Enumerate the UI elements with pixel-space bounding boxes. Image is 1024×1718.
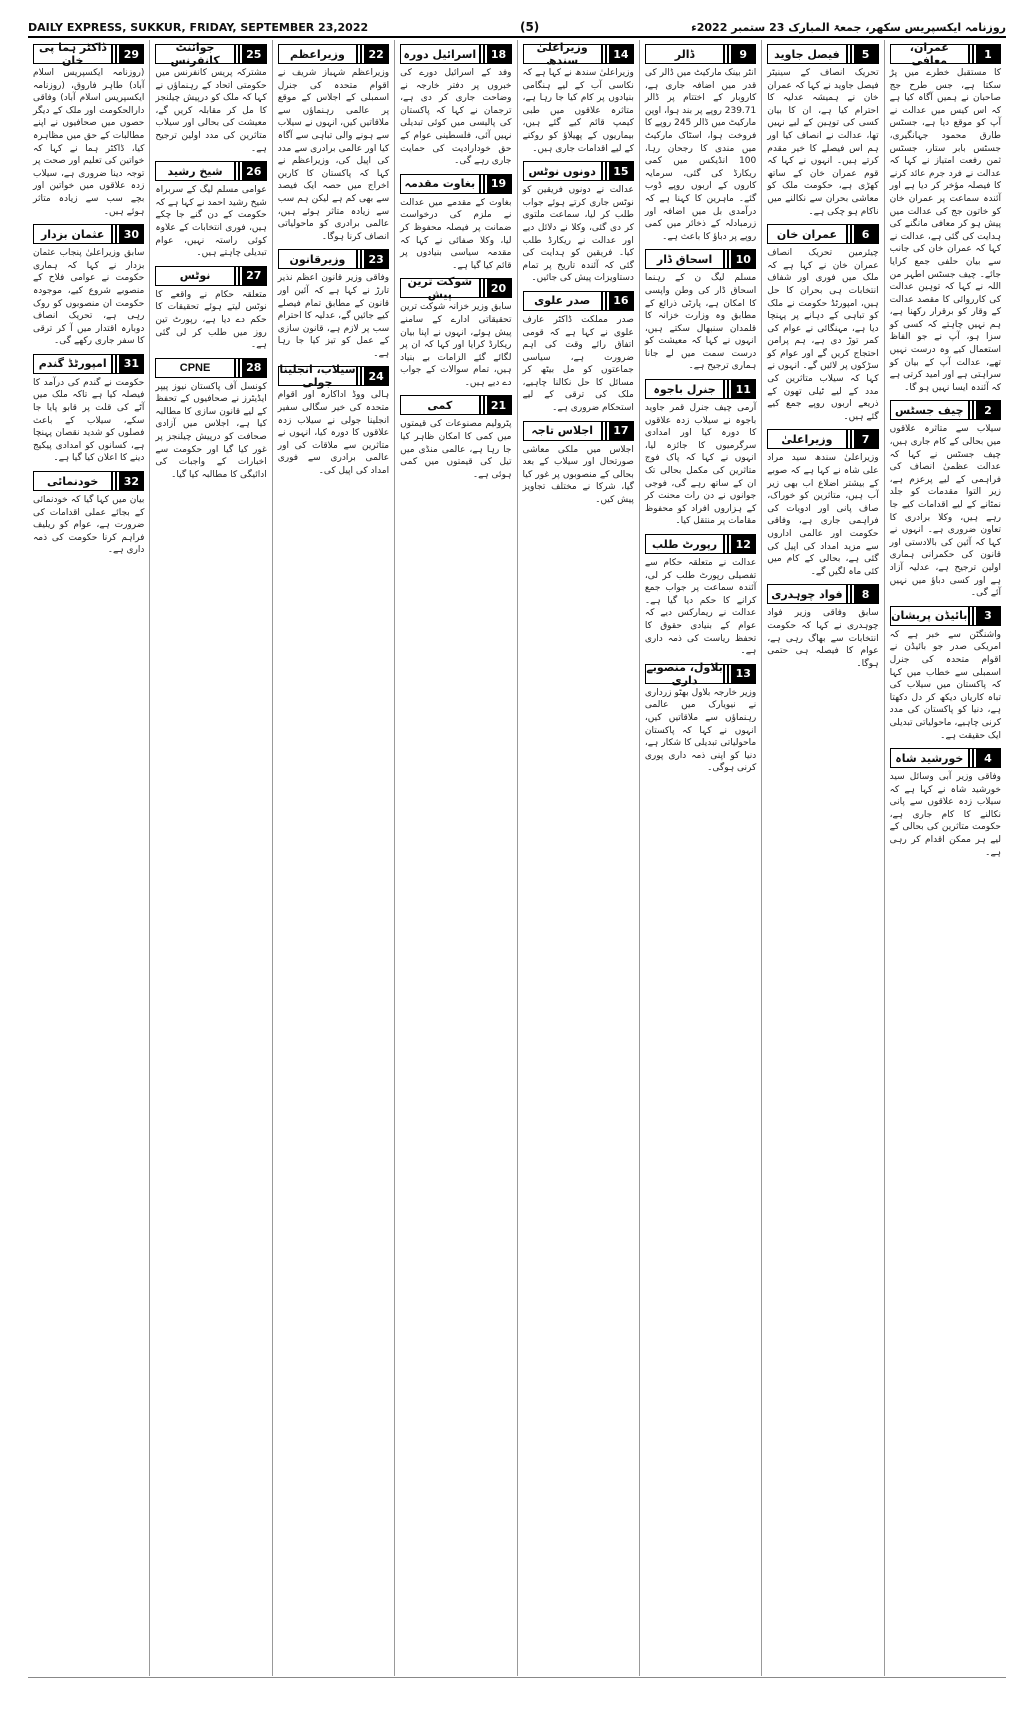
news-headline-bar [767,584,878,604]
news-item [33,354,144,465]
item-number-badge: 8 [854,585,878,603]
chevron-stripes-icon [356,45,364,63]
chevron-stripes-icon [111,472,119,490]
news-body-text: کا مستقبل خطرے میں پڑ سکتا ہے، جس طرح جج صاحبان نے ہمیں آگاہ کیا ہے کہ اس کیس میں عدالت نے آپ کو موقع دیا ہے، جسٹس طارق محمود جہانگیری، جسٹس بابر ستار، جسٹس ثمن رفعت امتیاز نے کہا کہ عدالت نے فرد جرم عائد کرنے کا فیصلہ مؤخر کر دیا ہے اور آئندہ سماعت پر عمران خان کو خاتون جج کی عدالت میں پیش ہو کر معافی مانگنے کی ہدایت کی گئی ہے، عدالت نے کہا کہ عمران خان کی جانب سے بیان حلفی جمع کرایا جائے۔ چیف جسٹس اطہر من اللہ نے کہا کہ توہین عدالت کی کارروائی کا مقصد عدالت کے وقار کو برقرار رکھنا ہے، ہم نہیں چاہتے کہ کسی کو سزا ہو، آپ نے جو الفاظ استعمال کیے وہ درست نہیں تھے، عدالت آپ کے بیان کو سراہتی ہے اور امید کرتی ہے کہ آئندہ ایسا نہیں ہو گا۔ [889,68,1001,393]
news-headline-bar [155,161,266,181]
news-headline-bar [400,395,511,415]
item-number-badge: 14 [609,45,633,63]
chevron-stripes-icon [968,607,976,625]
news-column [884,40,1006,1676]
news-body-text: وفد کے اسرائیل دورے کی خبروں پر دفتر خارجہ نے وضاحت جاری کر دی ہے، ترجمان نے کہا کہ پاکستان کی پالیسی میں کوئی تبدیلی نہیں آئی، فلسطینی عوام کے حق خودارادیت کی حمایت جاری رہے گی۔ [400,68,512,167]
item-number-badge: 6 [854,225,878,243]
chevron-stripes-icon [968,401,976,419]
news-item [890,606,1001,742]
news-body-text: سابق وزیر خزانہ شوکت ترین تحقیقاتی ادارے کے سامنے پیش ہوئے، انہوں نے اپنا بیان ریکارڈ کرایا اور کہا کہ ان پر لگائے گئے الزامات بے بنیاد ہیں، تمام سوالات کے جواب دے دیے ہیں۔ [400,302,512,388]
news-body-text: سیلاب سے متاثرہ علاقوں میں بحالی کے کام جاری ہیں، چیف جسٹس نے کہا کہ عدالت عظمیٰ انصاف کی فراہمی کے لیے پرعزم ہے، زیر التوا مقدمات کو جلد نمٹانے کے لیے اقدامات کیے جا رہے ہیں، وکلا برادری کا تعاون ضروری ہے۔ انہوں نے کہا کہ آئین کی بالادستی اور قانون کی حکمرانی ہماری اولین ترجیح ہے، عدلیہ آزاد ہے اور کسی دباؤ میں نہیں آئے گی۔ [889,424,1001,599]
chevron-stripes-icon [111,45,119,63]
news-body-text: صدر مملکت ڈاکٹر عارف علوی نے کہا ہے کہ قومی اتفاق رائے وقت کی اہم ضرورت ہے، سیاسی جماعتوں کو مل بیٹھ کر مسائل کا حل نکالنا چاہیے، ملک کی ترقی کے لیے استحکام ضروری ہے۔ [522,314,634,414]
news-headline-bar [33,471,144,491]
item-number-badge: 13 [731,665,755,683]
news-headline-bar [523,41,634,67]
item-number-badge: 22 [364,45,388,63]
news-item [767,429,878,578]
item-number-badge: 10 [731,250,755,268]
chevron-stripes-icon [723,45,731,63]
chevron-stripes-icon [234,267,242,285]
chevron-stripes-icon [723,665,731,683]
item-number-badge: 4 [976,749,1000,767]
news-item [155,266,266,352]
item-number-badge: 7 [854,430,878,448]
news-item [277,363,390,477]
news-headline: CPNE [179,361,211,374]
news-headline-bar [278,249,389,269]
news-headline-bar [890,606,1001,626]
news-item [890,748,1001,859]
item-number-badge: 5 [854,45,878,63]
news-item [644,660,757,775]
news-item [645,44,756,243]
news-body-text: کونسل آف پاکستان نیوز پیپر ایڈیٹرز نے صحافیوں کے تحفظ کے لیے قانون سازی کا مطالبہ کیا ہے، اجلاس میں آزادی صحافت کو درپیش چیلنجز پر غور کیا گیا اور حکومت سے اخبارات کے واجبات کی ادائیگی کا مطالبہ کیا گیا۔ [155,381,267,480]
news-headline-bar [155,358,266,378]
news-body-text: وفاقی وزیر قانون اعظم نذیر تارڑ نے کہا ہے کہ آئین اور قانون کے مطابق تمام فیصلے کیے جائیں گے، عدلیہ کا احترام سب پر لازم ہے، قانون سازی کے عمل کو تیز کیا جا رہا ہے۔ [277,273,390,359]
item-number-badge: 20 [487,279,511,297]
chevron-stripes-icon [356,250,364,268]
news-item [645,379,756,528]
news-column [517,40,639,1676]
news-headline-bar [645,249,756,269]
chevron-stripes-icon [111,355,119,373]
news-body-text: آرمی چیف جنرل قمر جاوید باجوہ نے سیلاب زدہ علاقوں کا دورہ کیا اور امدادی سرگرمیوں کا جائزہ لیا، انہوں نے کہا کہ پاک فوج متاثرین کی مکمل بحالی تک ان کے ساتھ رہے گی، فوجی جوانوں نے دن رات محنت کر کے ہزاروں افراد کو محفوظ مقامات پر منتقل کیا۔ [644,403,757,527]
news-headline-bar [767,429,878,449]
news-body-text: متعلقہ حکام نے واقعے کا نوٹس لیتے ہوئے تحقیقات کا حکم دے دیا ہے، رپورٹ تین روز میں طلب کر لی گئی ہے۔ [155,289,267,351]
news-headline: شوکت ترین پیش [407,275,473,302]
news-headline: سیلاب، انجلینا جولی [279,363,356,390]
news-headline-bar [278,363,389,390]
news-item [645,534,756,658]
chevron-stripes-icon [234,45,242,63]
news-headline-bar [400,275,511,302]
item-number-badge: 18 [487,45,511,63]
newspaper-columns [28,40,1006,1676]
news-headline: وزیراعظم [290,47,345,61]
item-number-badge: 21 [487,396,511,414]
news-body-text: بیان میں کہا گیا کہ خودنمائی کے بجائے عملی اقدامات کی ضرورت ہے، عوام کو ریلیف فراہم کرنا حکومت کی ذمہ داری ہے۔ [33,495,145,556]
news-item [522,41,634,155]
news-headline: اسحاق ڈار [656,252,713,266]
news-item [278,249,389,360]
news-headline: عمران، معافی [909,41,949,67]
news-item [400,174,511,273]
item-number-badge: 32 [119,472,143,490]
news-headline: جنرل باجوہ [653,382,716,396]
item-number-badge: 29 [119,45,143,63]
news-headline: عثمان بزدار [40,227,105,241]
news-body-text: عدالت نے متعلقہ حکام سے تفصیلی رپورٹ طلب کر لی، آئندہ سماعت پر جواب جمع کرانے کا حکم دیا گیا ہے۔ عدالت نے ریمارکس دیے کہ عوام کے بنیادی حقوق کا تحفظ ریاست کی ذمہ داری ہے۔ [644,558,757,657]
news-item [400,275,512,389]
news-headline-bar [523,161,634,181]
news-body-text: عدالت نے دونوں فریقین کو نوٹس جاری کرتے ہوئے جواب طلب کر لیا، سماعت ملتوی کر دی گئی، وکلا نے دلائل دیے اور عدالت نے ریکارڈ طلب کیا۔ فریقین کو ہدایت کی گئی کہ آئندہ تاریخ پر تمام دستاویزات پیش کی جائیں۔ [522,185,634,284]
news-body-text: اجلاس میں ملکی معاشی صورتحال اور سیلاب کے بعد بحالی کے منصوبوں پر غور کیا گیا، شرکا نے مختلف تجاویز پیش کیں۔ [522,444,634,506]
news-item [400,395,511,481]
chevron-stripes-icon [846,585,854,603]
chevron-stripes-icon [479,175,487,193]
news-item [767,584,878,670]
news-column [28,40,149,1676]
news-body-text: حکومت نے گندم کی درآمد کا فیصلہ کیا ہے تاکہ ملک میں آٹے کی قلت پر قابو پایا جا سکے، سیلاب کے باعث فصلوں کو شدید نقصان پہنچا ہے، کسانوں کو امدادی پیکیج دینے کا اعلان کیا گیا ہے۔ [33,377,145,464]
news-headline-bar [890,400,1001,420]
news-headline: اجلاس تاجہ [531,424,594,438]
news-item [155,161,266,260]
news-column [394,40,516,1676]
item-number-badge: 9 [731,45,755,63]
news-headline: وزیراعلیٰ سندھ [536,41,588,67]
chevron-stripes-icon [968,749,976,767]
item-number-badge: 17 [609,422,633,440]
chevron-stripes-icon [479,45,487,63]
news-item [889,41,1001,394]
news-headline-bar [645,660,756,687]
news-item [890,400,1001,599]
chevron-stripes-icon [601,45,609,63]
news-headline: وزیرقانون [289,252,346,266]
news-item [155,41,267,155]
news-column [272,40,394,1676]
chevron-stripes-icon [234,162,242,180]
chevron-stripes-icon [479,396,487,414]
item-number-badge: 24 [364,367,388,385]
item-number-badge: 28 [242,359,266,377]
news-headline: ڈاکٹر ہما پی خان [39,41,107,67]
news-headline: صدر علوی [534,294,591,308]
chevron-stripes-icon [479,279,487,297]
chevron-stripes-icon [968,45,976,63]
news-headline-bar [33,224,144,244]
item-number-badge: 25 [242,45,266,63]
chevron-stripes-icon [601,292,609,310]
news-headline: خودنمائی [47,474,99,488]
news-item [278,44,389,243]
item-number-badge: 16 [609,292,633,310]
news-body-text: (روزنامہ ایکسپریس اسلام آباد) طاہر فاروق، (روزنامہ ایکسپریس اسلام آباد) وفاقی دارالحکومت اور ملک کے دیگر حصوں میں صحافیوں نے اپنے مطالبات کے حق میں مظاہرہ کیا، ڈاکٹر ہما نے کہا کہ خواتین کی تعلیم اور صحت پر توجہ دینا ضروری ہے، سیلاب زدہ علاقوں میں خواتین اور بچے سب سے زیادہ متاثر ہوئے ہیں۔ [33,68,145,217]
chevron-stripes-icon [723,250,731,268]
news-body-text: تحریک انصاف کے سینیٹر فیصل جاوید نے کہا کہ عمران خان نے ہمیشہ عدلیہ کا احترام کیا ہے، ان کا بیان کسی کی توہین کے لیے نہیں تھا، عدالت نے انصاف کیا اور ہم اس فیصلے کا خیر مقدم کرتے ہیں۔ انہوں نے کہا کہ قوم عمران خان کے ساتھ کھڑی ہے، حکومت ملک کو معاشی بحران سے نکالنے میں ناکام ہو چکی ہے۔ [767,68,879,217]
news-headline-bar [645,379,756,399]
news-headline-bar [400,44,511,64]
news-headline: عمران خان [776,227,838,241]
news-body-text: وفاقی وزیر آبی وسائل سید خورشید شاہ نے کہا ہے کہ سیلاب زدہ علاقوں سے پانی نکالنے کا کام جاری ہے، حکومت متاثرین کی بحالی کے لیے ہر ممکن اقدام کر رہی ہے۔ [889,772,1001,858]
item-number-badge: 12 [731,535,755,553]
news-item [33,41,145,218]
news-item [523,421,634,507]
news-body-text: مشترکہ پریس کانفرنس میں حکومتی اتحاد کے رہنماؤں نے کہا کہ ملک کو درپیش چیلنجز کا مل کر مقابلہ کریں گے، معیشت کی بحالی اور سیلاب متاثرین کی مدد اولین ترجیح ہے۔ [155,68,267,154]
news-body-text: واشنگٹن سے خبر ہے کہ امریکی صدر جو بائیڈن نے اقوام متحدہ کی جنرل اسمبلی سے خطاب میں کہا کہ پاکستان میں سیلاب کی تباہ کاریاں دیکھ کر دل دکھتا ہے، دنیا کو پاکستان کی مدد کرنی چاہیے، ماحولیاتی تبدیلی ایک حقیقت ہے۔ [889,629,1001,741]
news-headline: وزیراعلیٰ [781,432,833,446]
news-headline: رپورٹ طلب [652,537,718,551]
page-number: (5) [519,20,540,34]
news-headline: کمی [427,398,453,412]
news-headline-bar [155,41,266,67]
news-headline-bar [400,174,511,194]
item-number-badge: 26 [242,162,266,180]
news-item [155,358,266,482]
news-headline-bar [523,421,634,441]
news-headline: بغاوت مقدمہ [404,177,476,191]
news-item [523,161,634,285]
item-number-badge: 2 [976,401,1000,419]
news-item [523,291,634,415]
masthead-english: DAILY EXPRESS, SUKKUR, FRIDAY, SEPTEMBER 23,2022 [28,20,369,34]
news-item [767,224,878,423]
masthead [28,18,1006,38]
news-headline-bar [645,44,756,64]
news-column [639,40,761,1676]
news-body-text: سابق وزیراعلیٰ پنجاب عثمان بزدار نے کہا کہ ہماری حکومت نے عوامی فلاح کے منصوبے شروع کیے، موجودہ حکومت ان منصوبوں کو روک رہی ہے، تحریک انصاف دوبارہ اقتدار میں آ کر ترقی کا سفر جاری رکھے گی۔ [33,248,145,347]
chevron-stripes-icon [723,380,731,398]
news-item [33,471,144,557]
bottom-rule [28,1677,1006,1678]
item-number-badge: 15 [609,162,633,180]
news-headline-bar [890,41,1001,67]
news-body-text: وزیراعلیٰ سندھ نے کہا ہے کہ نکاسی آب کے لیے ہنگامی بنیادوں پر کام کیا جا رہا ہے، متاثرہ علاقوں میں طبی کیمپ قائم کیے گئے ہیں، بیماریوں کے پھیلاؤ کو روکنے کے لیے اقدامات جاری ہیں۔ [522,68,634,154]
news-headline: امپورٹڈ گندم [38,357,107,371]
news-headline: شیخ رشید [167,164,223,178]
news-body-text: مسلم لیگ ن کے رہنما اسحاق ڈار کی وطن واپسی کا امکان ہے، پارٹی ذرائع کے مطابق وہ وزارت خزانہ کا قلمدان سنبھال سکتے ہیں، انہوں نے کہا کہ معیشت کو درست سمت میں لے جانا ہماری ترجیح ہے۔ [644,273,757,372]
news-headline-bar [523,291,634,311]
chevron-stripes-icon [846,225,854,243]
news-headline: فواد چوہدری [771,587,843,601]
chevron-stripes-icon [846,430,854,448]
news-body-text: چیئرمین تحریک انصاف عمران خان نے کہا ہے کہ ملک میں فوری اور شفاف انتخابات ہی بحران کا حل ہیں، امپورٹڈ حکومت نے ملک کو تباہی کے دہانے پر پہنچا دیا ہے، مہنگائی نے عوام کی کمر توڑ دی ہے، ہم پرامن احتجاج کریں گے اور عوام کو سڑکوں پر لائیں گے۔ انہوں نے کہا کہ سیلاب متاثرین کی مدد کے لیے ٹیلی تھون کے ذریعے اربوں روپے جمع کیے گئے ہیں۔ [767,248,879,422]
news-body-text: وزیراعظم شہباز شریف نے اقوام متحدہ کی جنرل اسمبلی کے اجلاس کے موقع پر عالمی رہنماؤں سے ملاقاتیں کیں، انہوں نے سیلاب سے ہونے والی تباہی سے آگاہ کیا اور عالمی برادری سے مدد کی اپیل کی، وزیراعظم نے کہا کہ پاکستان کا کاربن اخراج میں حصہ ایک فیصد سے بھی کم ہے لیکن ہم سب سے زیادہ متاثر ہوئے ہیں، عالمی برادری کو ماحولیاتی انصاف کرنا ہوگا۔ [277,68,390,242]
news-body-text: وزیر خارجہ بلاول بھٹو زرداری نے نیویارک میں عالمی رہنماؤں سے ملاقاتیں کیں، انہوں نے کہا کہ پاکستان ماحولیاتی تبدیلی کا شکار ہے، دنیا کو اپنی ذمہ داری پوری کرنی ہوگی۔ [644,687,757,774]
news-headline-bar [33,41,144,67]
news-column [149,40,271,1676]
chevron-stripes-icon [601,162,609,180]
news-headline: دونوں نوٹس [528,164,596,178]
news-column [761,40,883,1676]
chevron-stripes-icon [234,359,242,377]
news-item [33,224,144,348]
news-headline: فیصل جاوید [774,47,840,61]
news-headline: خورشید شاہ [895,751,964,765]
news-headline: بلاول، منصوبے داری [646,660,723,687]
item-number-badge: 11 [731,380,755,398]
news-body-text: عوامی مسلم لیگ کے سربراہ شیخ رشید احمد نے کہا ہے کہ حکومت کے دن گنے جا چکے ہیں، فوری انتخابات کے علاوہ کوئی راستہ نہیں، عوام تبدیلی چاہتے ہیں۔ [155,185,267,259]
news-headline-bar [33,354,144,374]
news-headline: اسرائیل دورہ [403,47,477,61]
news-item [645,249,756,373]
news-headline: بائیڈن پریشان [891,609,968,623]
item-number-badge: 23 [364,250,388,268]
news-headline-bar [278,44,389,64]
chevron-stripes-icon [111,225,119,243]
news-headline: چیف جسٹس [895,403,964,417]
chevron-stripes-icon [601,422,609,440]
item-number-badge: 19 [487,175,511,193]
item-number-badge: 1 [976,45,1000,63]
news-item [400,44,511,168]
news-headline-bar [767,44,878,64]
news-headline-bar [645,534,756,554]
item-number-badge: 27 [242,267,266,285]
masthead-urdu: روزنامہ ایکسپریس سکھر، جمعۃ المبارک 23 ستمبر 2022ء [691,20,1006,34]
news-item [767,44,878,218]
news-headline-bar [890,748,1001,768]
news-headline: نوٹس [179,269,211,283]
item-number-badge: 3 [976,607,1000,625]
news-headline: جوائنٹ کانفرنس [170,41,220,67]
news-headline-bar [767,224,878,244]
item-number-badge: 31 [119,355,143,373]
chevron-stripes-icon [356,367,364,385]
news-body-text: انٹر بینک مارکیٹ میں ڈالر کی قدر میں اضافہ جاری ہے، کاروبار کے اختتام پر ڈالر 239.71 روپے پر بند ہوا، اوپن مارکیٹ میں ڈالر 245 روپے کا فروخت ہوا، اسٹاک مارکیٹ میں مندی کا رجحان رہا، 100 انڈیکس میں کمی ریکارڈ کی گئی، سرمایہ کاروں کے اربوں روپے ڈوب گئے۔ ماہرین کا کہنا ہے کہ درآمدی بل میں اضافہ اور زرمبادلہ کے ذخائر میں کمی روپے پر دباؤ کا باعث ہے۔ [644,68,757,242]
item-number-badge: 30 [119,225,143,243]
news-headline-bar [155,266,266,286]
news-body-text: وزیراعلیٰ سندھ سید مراد علی شاہ نے کہا ہے کہ صوبے کے بیشتر اضلاع اب بھی زیر آب ہیں، متاثرین کو خوراک، صاف پانی اور ادویات کی فراہمی جاری ہے، وفاقی حکومت اور عالمی اداروں سے مزید امداد کی اپیل کی گئی ہے، بحالی کے کام میں کئی ماہ لگیں گے۔ [767,453,879,577]
chevron-stripes-icon [846,45,854,63]
news-body-text: بغاوت کے مقدمے میں عدالت نے ملزم کی درخواست ضمانت پر فیصلہ محفوظ کر لیا، وکلا صفائی نے کہا کہ مقدمہ سیاسی بنیادوں پر قائم کیا گیا ہے۔ [400,197,512,271]
news-headline: ڈالر [674,47,695,61]
news-body-text: سابق وفاقی وزیر فواد چوہدری نے کہا کہ حکومت انتخابات سے بھاگ رہی ہے، عوام کا فیصلہ ہی حتمی ہوگا۔ [767,608,879,669]
chevron-stripes-icon [723,535,731,553]
news-body-text: پٹرولیم مصنوعات کی قیمتوں میں کمی کا امکان ظاہر کیا جا رہا ہے، عالمی منڈی میں تیل کی قیمتوں میں کمی ہوئی ہے۔ [400,419,512,480]
news-body-text: ہالی ووڈ اداکارہ اور اقوام متحدہ کی خیر سگالی سفیر انجلینا جولی نے سیلاب زدہ علاقوں کا دورہ کیا، انہوں نے متاثرین سے ملاقات کی اور عالمی برادری سے فوری امداد کی اپیل کی۔ [277,390,390,477]
